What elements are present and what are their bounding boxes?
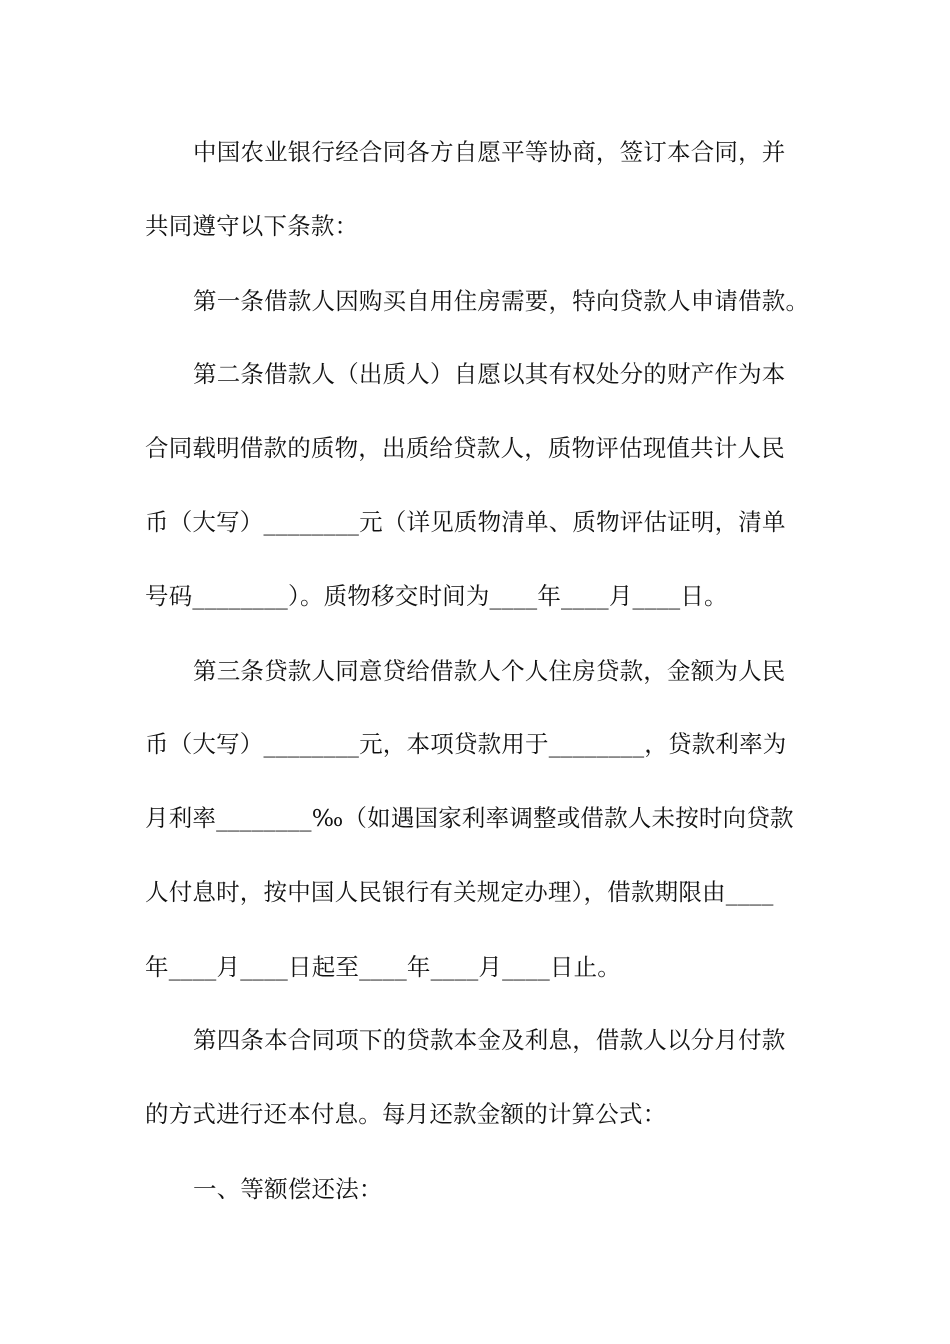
article-3-line-1: 第三条贷款人同意贷给借款人个人住房贷款，金额为人民 <box>193 657 786 685</box>
article-2-line-3: 币（大写）________元（详见质物清单、质物评估证明，清单 <box>145 508 786 536</box>
method-heading-equal-payment: 一、等额偿还法： <box>193 1175 383 1203</box>
article-3-line-5: 年____月____日起至____年____月____日止。 <box>145 953 621 981</box>
article-4-line-1: 第四条本合同项下的贷款本金及利息，借款人以分月付款 <box>193 1026 786 1054</box>
article-2-line-2: 合同载明借款的质物，出质给贷款人，质物评估现值共计人民 <box>145 434 785 462</box>
article-2-line-4: 号码________）。质物移交时间为____年____月____日。 <box>145 582 728 610</box>
article-3-line-3: 月利率________‰（如遇国家利率调整或借款人未按时向贷款 <box>145 804 794 832</box>
article-1-line-1: 第一条借款人因购买自用住房需要，特向贷款人申请借款。 <box>193 287 810 315</box>
article-3-line-2: 币（大写）________元，本项贷款用于________，贷款利率为 <box>145 730 787 758</box>
article-3-line-4: 人付息时，按中国人民银行有关规定办理），借款期限由____ <box>145 878 774 906</box>
paragraph-intro-line-2: 共同遵守以下条款： <box>145 212 359 240</box>
paragraph-intro-line-1: 中国农业银行经合同各方自愿平等协商，签订本合同，并 <box>193 138 786 166</box>
article-2-line-1: 第二条借款人（出质人）自愿以其有权处分的财产作为本 <box>193 360 786 388</box>
article-4-line-2: 的方式进行还本付息。每月还款金额的计算公式： <box>145 1100 667 1128</box>
